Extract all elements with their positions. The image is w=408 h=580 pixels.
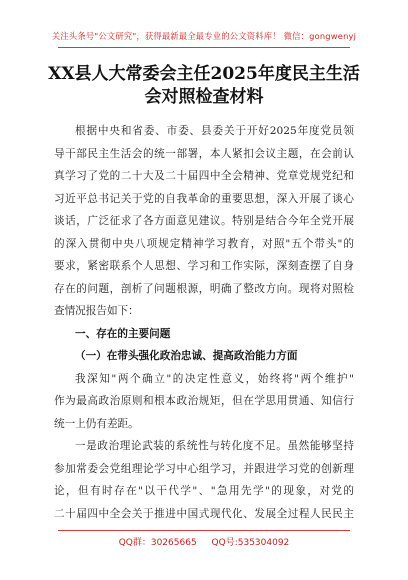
intro-line: 要求，紧密联系个人思想、学习和工作实际，深刻查摆了自身 [54,260,354,272]
intro-line: 习近平总书记关于党的自我革命的重要思想，深入开展了谈心 [54,192,354,205]
title-line-1: XX县人大常委会主任2025年度民主生活 [48,64,360,84]
para3-line: 二十届四中全会关于推进中国式现代化、发展全过程人民民主 [54,507,354,520]
qq-number-text: QQ号:535304092 [211,538,290,548]
para3-line: 论，但有时存在"以干代学"、"急用先学"的现象，对党的 [54,485,354,497]
title-line-2: 会对照检查材料 [144,87,264,107]
document-body [54,120,354,525]
header-divider [58,47,350,48]
intro-line: 真学习了党的二十大及二十届四中全会精神、党章党规党纪和 [54,170,354,182]
intro-line: 谈话，广泛征求了各方面意见建议。特别是结合今年全党开展 [54,215,354,227]
intro-line: 查情况报告如下： [54,305,139,317]
header-banner: 关注头条号"公文研究"，获得最新最全最专业的公文资料库！ 微信：gongwenyj [51,31,357,41]
intro-line: 导干部民主生活会的统一部署，本人紧扣会议主题，在会前认 [54,147,354,160]
para3-line: 参加常委会党组理论学习中心组学习，并跟进学习党的创新理 [54,462,354,475]
para2-line: 我深知"两个确立"的决定性意义，始终将"两个维护" [75,372,354,385]
intro-line: 的深入贯彻中央八项规定精神学习教育，对照"五个带头"的 [54,237,354,250]
intro-line: 存在的问题，剖析了问题根源，明确了整改方向。现将对照检 [54,282,354,295]
footer-contact [0,535,408,548]
footer-divider [58,530,350,531]
section-heading-2: （一）在带头强化政治忠诚、提高政治能力方面 [75,350,298,362]
para2-line: 统一上仍有差距。 [54,417,139,430]
qq-group-text: QQ群：30265665 [118,538,197,548]
para3-line: 一是政治理论武装的系统性与转化度不足。虽然能够坚持 [75,440,354,452]
intro-line: 根据中央和省委、市委、县委关于开好2025年度党员领 [75,125,354,137]
section-heading-1: 一、存在的主要问题 [75,327,171,340]
para2-line: 作为最高政治原则和根本政治规矩，但在学思用贯通、知信行 [54,395,354,407]
document-title [0,63,408,109]
